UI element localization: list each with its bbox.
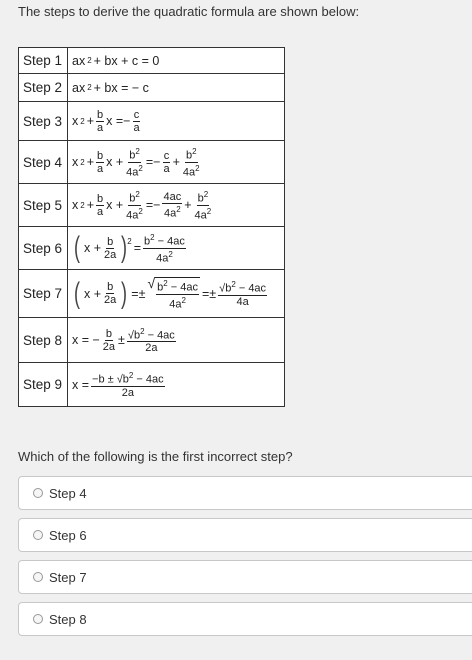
step-equation: x = $\frac{-b \pm √b^2 - 4ac}{2a}$ xyxy=(68,363,285,407)
step-equation: ( x + $\frac{b}{2a}$ ) =± √ $\frac{b^2 - 4ac}{4a^2}$ =± $\frac{√b^2 - 4ac}{4a}$ xyxy=(68,270,285,318)
step-label: Step 6 xyxy=(19,227,68,270)
choice-step-4[interactable] xyxy=(18,476,472,510)
step-row-5 xyxy=(19,184,285,227)
step-label: Step 5 xyxy=(19,184,68,227)
question-text: Which of the following is the first incorrect step? xyxy=(18,449,293,464)
step-label: Step 3 xyxy=(19,102,68,141)
choice-step-8[interactable] xyxy=(18,602,472,636)
radio-button-icon[interactable] xyxy=(33,572,43,582)
choice-label: Step 6 xyxy=(49,527,87,543)
step-row-7 xyxy=(19,270,285,318)
step-row-9 xyxy=(19,363,285,407)
choice-label: Step 7 xyxy=(49,569,87,585)
step-equation: ( x + $\frac{b}{2a}$ ) $^2$ = $\frac{b^2 - 4ac}{4a^2}$ xyxy=(68,227,285,270)
step-row-1 xyxy=(19,48,285,74)
step-equation: ax 2 + bx + c = 0 xyxy=(68,48,285,74)
radio-button-icon[interactable] xyxy=(33,530,43,540)
step-row-3 xyxy=(19,102,285,141)
radio-button-icon[interactable] xyxy=(33,614,43,624)
step-label: Step 2 xyxy=(19,74,68,102)
step-label: Step 4 xyxy=(19,141,68,184)
step-label: Step 7 xyxy=(19,270,68,318)
step-label: Step 9 xyxy=(19,363,68,407)
intro-text: The steps to derive the quadratic formula are shown below: xyxy=(18,4,360,19)
choice-label: Step 4 xyxy=(49,485,87,501)
step-equation: ax 2 + bx = − c xyxy=(68,74,285,102)
choice-step-7[interactable] xyxy=(18,560,472,594)
step-equation: x 2 + $\frac{b}{a}$ x + $\frac{b^2}{4a^2}$ =− $\frac{4ac}{4a^2}$ + $\frac{b^2}{4a^2}$ xyxy=(68,184,285,227)
step-row-2 xyxy=(19,74,285,102)
steps-table xyxy=(18,47,285,407)
choice-step-6[interactable] xyxy=(18,518,472,552)
step-row-6 xyxy=(19,227,285,270)
choice-label: Step 8 xyxy=(49,611,87,627)
step-label: Step 8 xyxy=(19,318,68,363)
step-equation: x 2 + $\frac{b}{a}$ x =− $\frac{c}{a}$ xyxy=(68,102,285,141)
step-row-8 xyxy=(19,318,285,363)
step-label: Step 1 xyxy=(19,48,68,74)
step-equation: x = − $\frac{b}{2a}$ ± $\frac{√b^2 - 4ac}{2a}$ xyxy=(68,318,285,363)
step-row-4 xyxy=(19,141,285,184)
radio-button-icon[interactable] xyxy=(33,488,43,498)
step-equation: x 2 + $\frac{b}{a}$ x + $\frac{b^2}{4a^2}$ =− $\frac{c}{a}$ + $\frac{b^2}{4a^2}$ xyxy=(68,141,285,184)
